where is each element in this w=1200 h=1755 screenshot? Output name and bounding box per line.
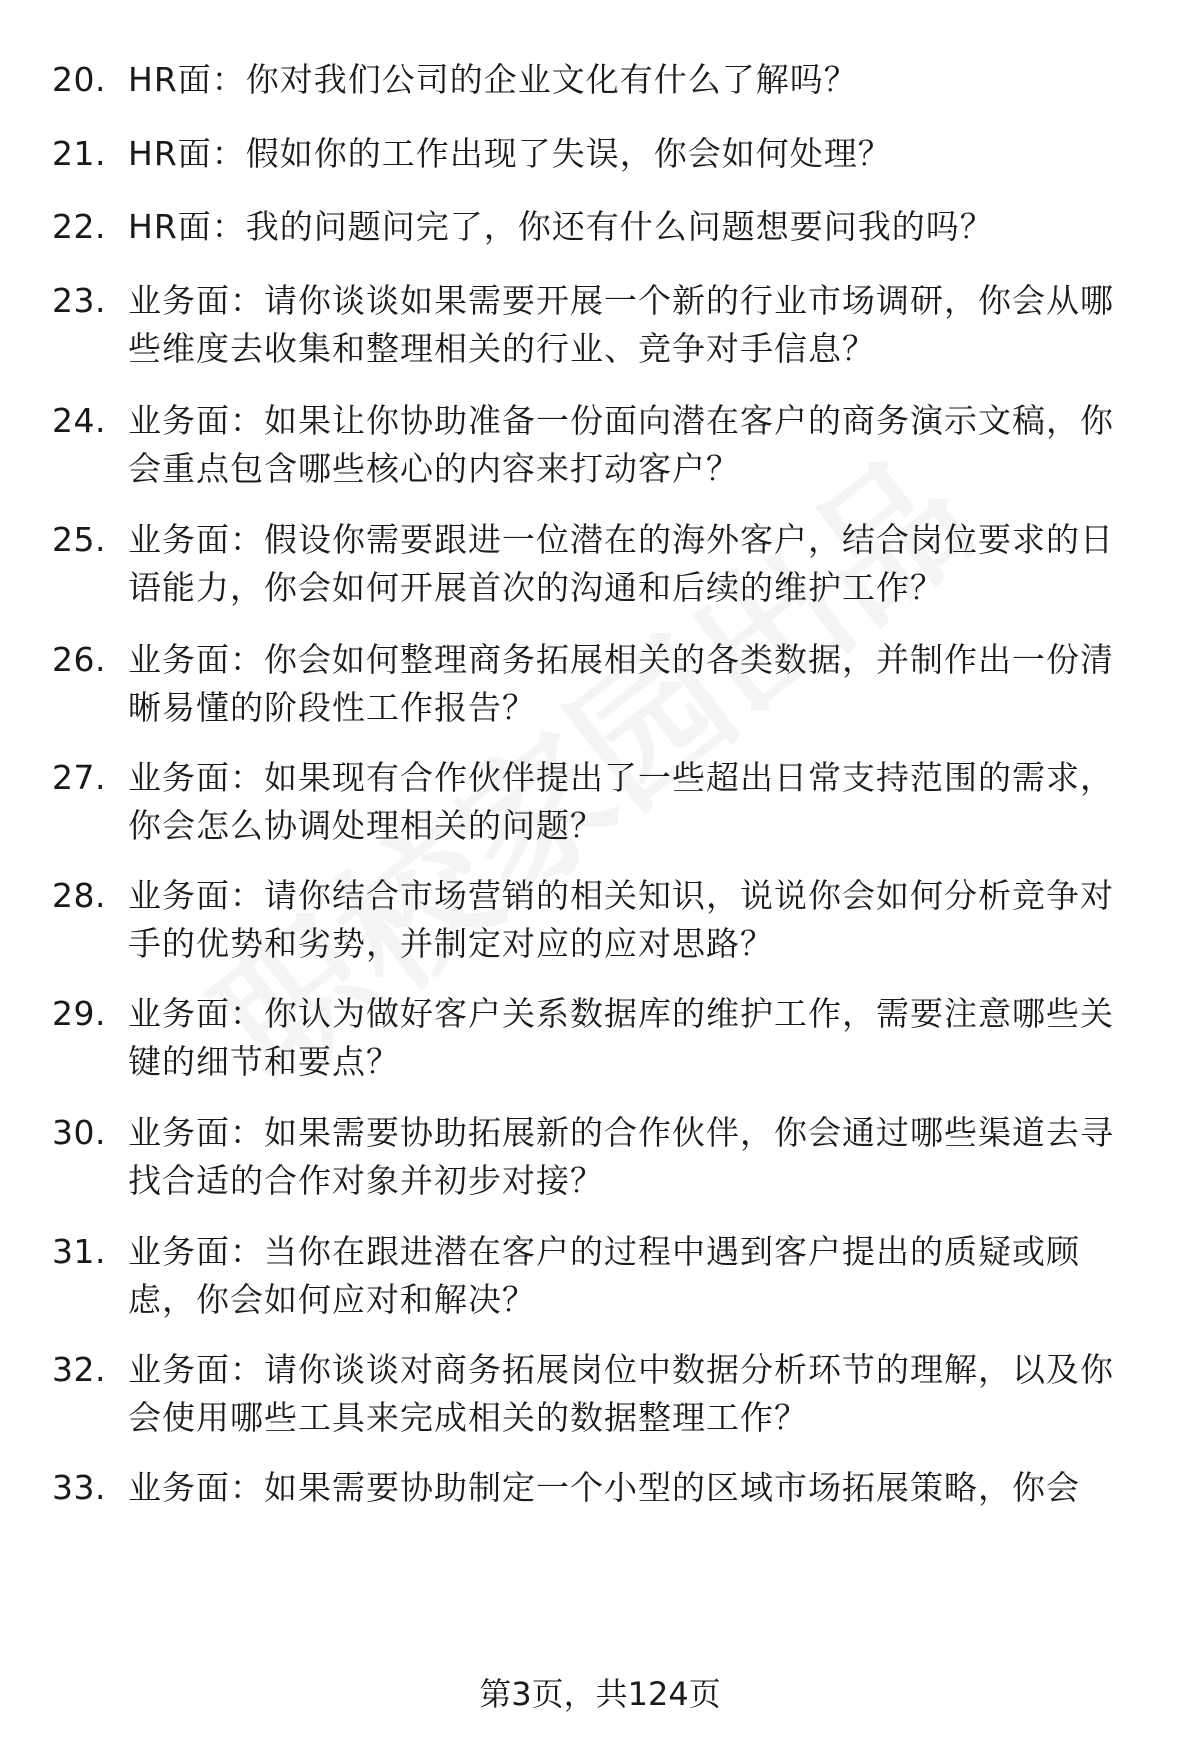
question-number: 23. [52,281,106,320]
question-text: HR面：我的问题问完了，你还有什么问题想要问我的吗？ [128,207,994,246]
question-text: 业务面：如果现有合作伙伴提出了一些超出日常支持范围的需求，你会怎么协调处理相关的问题？ [128,758,1114,845]
page-footer: 第3页，共124页 [479,1675,721,1713]
question-number: 28. [52,876,106,915]
question-text: HR面：假如你的工作出现了失误，你会如何处理？ [128,134,892,173]
question-text: 业务面：如果让你协助准备一份面向潜在客户的商务演示文稿，你会重点包含哪些核心的内容来打动客户？ [128,401,1114,488]
question-number: 33. [52,1468,106,1507]
question-number: 26. [52,640,106,679]
question-text: 业务面：如果需要协助拓展新的合作伙伴，你会通过哪些渠道去寻找合适的合作对象并初步对接？ [128,1113,1114,1200]
question-number: 21. [52,134,106,173]
question-text: 业务面：假设你需要跟进一位潜在的海外客户，结合岗位要求的日语能力，你会如何开展首次的沟通和后续的维护工作？ [128,520,1114,607]
question-number: 29. [52,994,106,1033]
question-text: 业务面：当你在跟进潜在客户的过程中遇到客户提出的质疑或顾虑，你会如何应对和解决？ [128,1232,1080,1319]
question-number: 32. [52,1350,106,1389]
question-text: 业务面：如果需要协助制定一个小型的区域市场拓展策略，你会 [128,1468,1080,1507]
question-text: 业务面：你会如何整理商务拓展相关的各类数据，并制作出一份清晰易懂的阶段性工作报告？ [128,640,1114,727]
question-text: HR面：你对我们公司的企业文化有什么了解吗？ [128,60,858,99]
question-text: 业务面：请你结合市场营销的相关知识，说说你会如何分析竞争对手的优势和劣势，并制定对应的应对思路？ [128,876,1114,963]
question-number: 22. [52,207,106,246]
question-number: 27. [52,758,106,797]
question-number: 31. [52,1232,106,1271]
question-text: 业务面：请你谈谈对商务拓展岗位中数据分析环节的理解，以及你会使用哪些工具来完成相关的数据整理工作？ [128,1350,1114,1437]
question-number: 25. [52,520,106,559]
question-text: 业务面：你认为做好客户关系数据库的维护工作，需要注意哪些关键的细节和要点？ [128,994,1114,1081]
question-number: 30. [52,1113,106,1152]
question-number: 20. [52,60,106,99]
question-text: 业务面：请你谈谈如果需要开展一个新的行业市场调研，你会从哪些维度去收集和整理相关的行业、竞争对手信息？ [128,281,1114,368]
question-number: 24. [52,401,106,440]
